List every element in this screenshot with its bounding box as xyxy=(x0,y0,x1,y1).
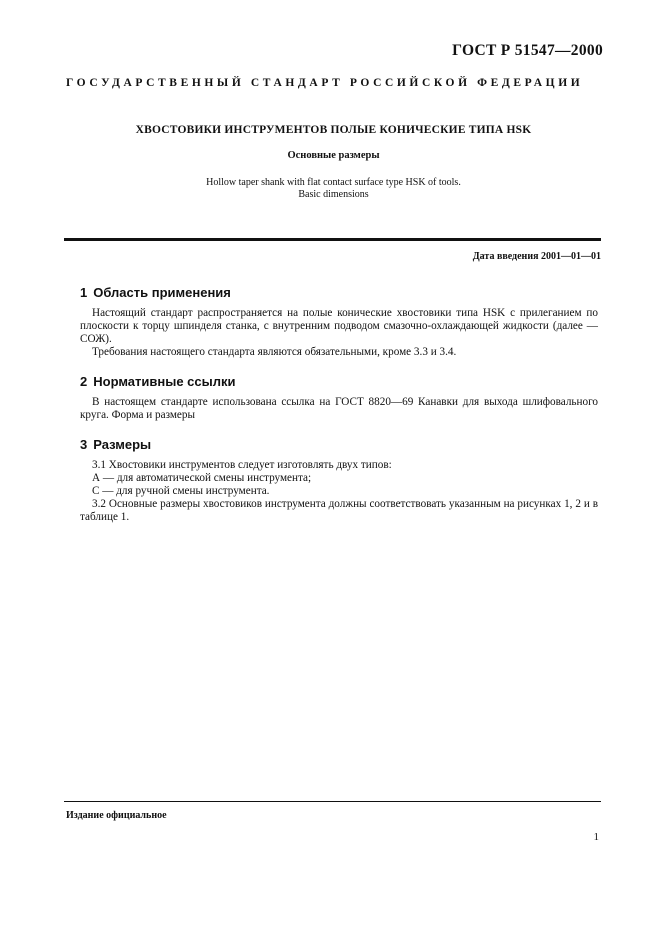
footer-divider xyxy=(64,801,601,802)
section-number: 3 xyxy=(80,437,88,452)
page-number: 1 xyxy=(593,831,599,843)
section-heading xyxy=(80,286,598,299)
state-standard-header: ГОСУДАРСТВЕННЫЙ СТАНДАРТ РОССИЙСКОЙ ФЕДЕРАЦИИ xyxy=(66,77,584,89)
section-heading xyxy=(80,438,598,451)
document-subtitle: Основные размеры xyxy=(287,150,380,161)
edition-note: Издание официальное xyxy=(66,810,167,821)
section-number: 1 xyxy=(80,285,88,300)
paragraph: Настоящий стандарт распространяется на полые конические хвостовики типа HSK с прилеганием по плоскости к торцу шпинделя станка, с внутренним подводом смазочно-охлаждающей жидкости (далее — СОЖ). xyxy=(80,307,598,345)
paragraph: Требования настоящего стандарта являются обязательными, кроме 3.3 и 3.4. xyxy=(92,346,457,358)
paragraph: 3.2 Основные размеры хвостовиков инструмента должны соответствовать указанным на рисунках 1, 2 и в таблице 1. xyxy=(80,498,598,523)
section-number: 2 xyxy=(80,374,88,389)
section-title: Нормативные ссылки xyxy=(93,374,236,389)
document-body xyxy=(80,286,598,524)
english-title xyxy=(66,177,601,201)
section-normative-references xyxy=(80,375,598,422)
introduction-date: Дата введения 2001—01—01 xyxy=(472,251,601,262)
list-item: С — для ручной смены инструмента. xyxy=(92,485,270,497)
paragraph: В настоящем стандарте использована ссылка на ГОСТ 8820—69 Канавки для выхода шлифовального круга. Форма и размеры xyxy=(80,396,598,421)
document-title: ХВОСТОВИКИ ИНСТРУМЕНТОВ ПОЛЫЕ КОНИЧЕСКИЕ ТИПА HSK xyxy=(135,124,532,136)
paragraph: 3.1 Хвостовики инструментов следует изготовлять двух типов: xyxy=(92,459,392,471)
section-dimensions xyxy=(80,438,598,524)
section-title: Размеры xyxy=(93,437,152,452)
title-divider xyxy=(64,238,601,241)
section-scope xyxy=(80,286,598,359)
section-heading xyxy=(80,375,598,388)
english-title-line-2: Basic dimensions xyxy=(298,189,369,200)
document-number: ГОСТ Р 51547—2000 xyxy=(452,42,603,59)
english-title-line-1: Hollow taper shank with flat contact surface type HSK of tools. xyxy=(206,177,461,188)
list-item: А — для автоматической смены инструмента; xyxy=(92,472,312,484)
section-title: Область применения xyxy=(93,285,231,300)
